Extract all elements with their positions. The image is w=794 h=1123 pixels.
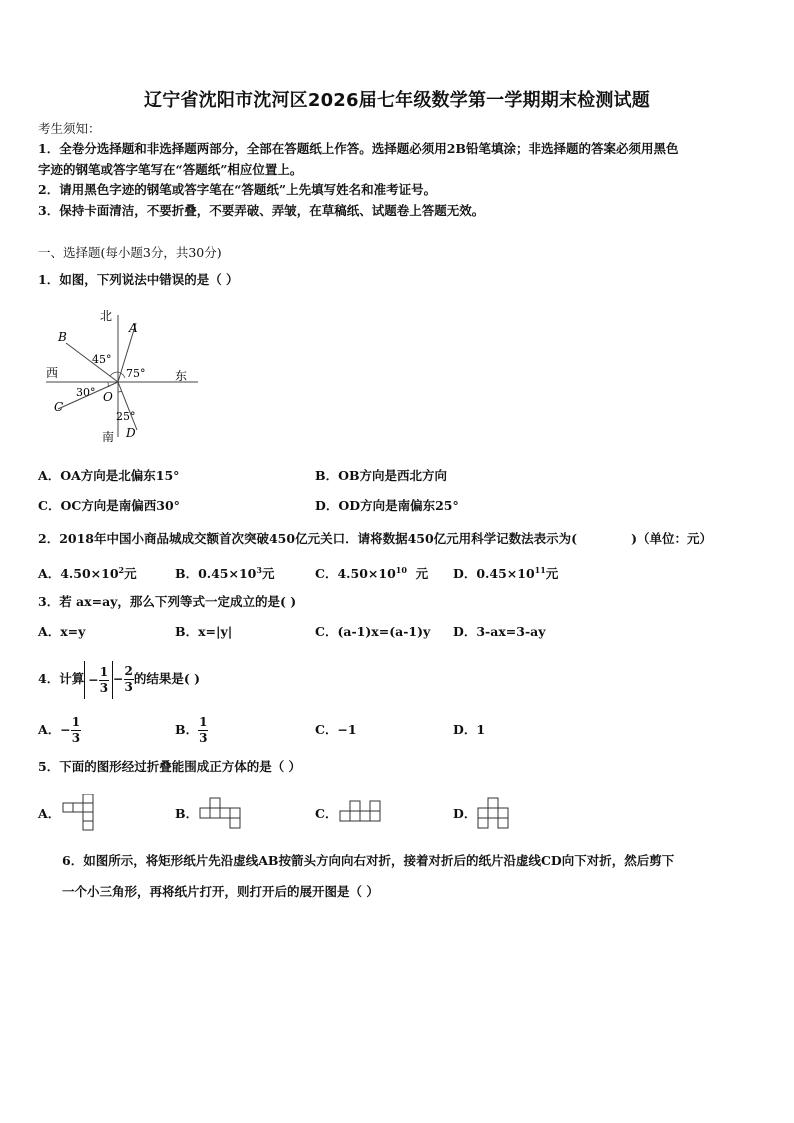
point-d: D — [126, 426, 136, 440]
q2-option-b: B．$0.45\times 10^3$元 — [175, 565, 275, 582]
question-4-stem: 4．计算 − $\frac{1}{3}$ − $\frac{2}{3}$ 的结果是( ) — [38, 657, 200, 701]
q2-option-d: D．$0.45\times 10^{11}$元 — [453, 565, 559, 582]
point-a: A — [129, 321, 138, 335]
q5-option-d-label: D． — [453, 806, 477, 821]
point-o: O — [103, 390, 113, 404]
q5-net-d — [477, 797, 513, 833]
question-6-line-1: 6．如图所示，将矩形纸片先沿虚线AB按箭头方向向右对折，接着对折后的纸片沿虚线CD向下对折，然后剪下 — [62, 853, 675, 868]
page-title: 辽宁省沈阳市沈河区2026届七年级数学第一学期期末检测试题 — [144, 90, 650, 111]
q4-option-d: D．1 — [453, 722, 486, 737]
notice-item-3: 3．保持卡面清洁，不要折叠，不要弄破、弄皱，在草稿纸、试题卷上答题无效。 — [38, 203, 485, 218]
absolute-value: − $\frac{1}{3}$ — [84, 661, 113, 699]
section-heading: 一、选择题(每小题3分，共30分) — [38, 245, 222, 260]
fraction-2: $\frac{2}{3}$ — [124, 664, 133, 694]
q2-stem-tail: )（单位：元） — [631, 531, 713, 546]
q1-option-a: A．OA方向是北偏东15° — [38, 468, 180, 483]
q5-net-c — [339, 800, 385, 826]
label-east: 东 — [175, 369, 188, 383]
angle-45: 45° — [92, 353, 112, 366]
angle-30: 30° — [76, 386, 96, 399]
q3-option-c: C．(a-1)x=(a-1)y — [315, 624, 431, 639]
q1-option-c: C．OC方向是南偏西30° — [38, 498, 180, 513]
point-b: B — [58, 330, 67, 344]
q2-option-a: A．$4.50\times 10^2$元 — [38, 565, 137, 582]
question-3-stem: 3．若 ax=ay，那么下列等式一定成立的是( ) — [38, 594, 297, 609]
question-5-stem: 5．下面的图形经过折叠能围成正方体的是（ ） — [38, 759, 302, 774]
label-west: 西 — [46, 366, 59, 380]
q3-option-b: B．x=|y| — [175, 624, 233, 639]
q4-option-b: B． $\frac{1}{3}$ — [175, 715, 208, 745]
angle-25: 25° — [116, 410, 136, 423]
q5-option-c-label: C． — [315, 806, 338, 821]
q5-option-a-label: A． — [38, 806, 61, 821]
q5-net-b — [199, 797, 245, 831]
notice-item-2: 2．请用黑色字迹的钢笔或答字笔在“答题纸”上先填写姓名和准考证号。 — [38, 182, 437, 197]
question-2-stem — [38, 529, 712, 549]
q5-net-a — [62, 794, 98, 832]
q5-option-b-label: B． — [175, 806, 199, 821]
q1-option-d: D．OD方向是南偏东25° — [315, 498, 459, 513]
question-1-stem: 1．如图，下列说法中错误的是（ ） — [38, 272, 239, 287]
question-6-line-2: 一个小三角形，再将纸片打开，则打开后的展开图是（ ） — [62, 884, 379, 899]
notice-heading: 考生须知： — [38, 121, 101, 136]
q4-option-a: A．− $\frac{1}{3}$ — [38, 715, 81, 745]
angle-75: 75° — [126, 367, 146, 380]
q4-option-c: C．−1 — [315, 722, 357, 737]
label-south: 南 — [102, 430, 115, 444]
q2-stem-text: 2．2018年中国小商品城成交额首次突破450亿元关口．请将数据450亿元用科学记数法表示为( — [38, 531, 578, 546]
fraction-1: $\frac{1}{3}$ — [99, 664, 109, 695]
point-c: C — [54, 400, 64, 414]
q3-option-d: D．3-ax=3-ay — [453, 624, 546, 639]
q2-option-c: C．$4.50\times 10^{10}$ 元 — [315, 565, 429, 582]
q3-option-a: A．x=y — [38, 624, 86, 639]
compass-figure — [40, 303, 205, 448]
q1-option-b: B．OB方向是西北方向 — [315, 468, 448, 483]
notice-item-1: 1．全卷分选择题和非选择题两部分，全部在答题纸上作答。选择题必须用2B铅笔填涂；非选择题的答案必须用黑色 — [38, 141, 679, 156]
notice-item-1-cont: 字迹的钢笔或答字笔写在“答题纸”相应位置上。 — [38, 162, 303, 177]
label-north: 北 — [100, 309, 113, 323]
